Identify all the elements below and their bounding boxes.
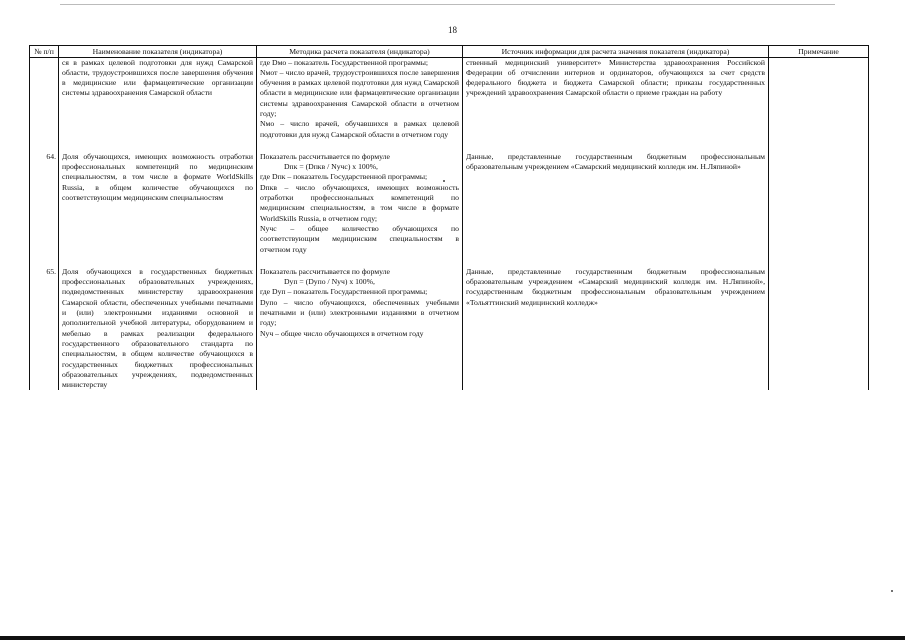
header-source: Источник информации для расчета значения показателя (индикатора): [463, 46, 769, 58]
method-line: Dупо – число обучающихся, обеспеченных учебными печатными и (или) электронными изданиями в отчетном году;: [260, 297, 459, 328]
method-line: Nучс – общее количество обучающихся по соответствующим медицинским специальностям в отчетном году: [260, 223, 459, 254]
indicator-name: Доля обучающихся, имеющих возможность отработки профессиональных компетенций по медицинским специальностям, в том числе в формате WorldSkills Russia, в общем количестве обучающихся по соответствующим медицинским специальностям: [59, 152, 257, 255]
source-cell: ственный медицинский университет» Министерства здравоохранения Российской Федерации об отчислении интернов и ординаторов, обучающихся за счет средств федерального бюджета и бюджета Самарской области; приказы государственных учреждений здравоохранения Самарской области о приеме граждан на работу: [463, 57, 769, 140]
scan-bottom-edge: [0, 636, 905, 640]
row-num: 64.: [30, 152, 59, 255]
method-line: где Dмо – показатель Государственной программы;: [260, 57, 428, 67]
method-line: где Dуп – показатель Государственной программы;: [260, 287, 428, 297]
header-note: Примечание: [769, 46, 869, 58]
header-method: Методика расчета показателя (индикатора): [257, 46, 463, 58]
row-spacer: [30, 140, 869, 152]
method-line: Nмот – число врачей, трудоустроившихся после завершения обучения в рамках целевой подготовки для нужд Самарской области в медицинские или фармацевтические организации системы здравоохранения Самарской области в отчетном году;: [260, 67, 459, 118]
formula: Dуп = (Dупо / Nуч) x 100%,: [284, 277, 375, 287]
method-cell: [257, 57, 463, 140]
note-cell: [769, 267, 869, 391]
table-row: [30, 267, 869, 391]
indicator-name: ся в рамках целевой подготовки для нужд Самарской области, трудоустроившихся после завершения обучения в медицинские или фармацевтические организации системы здравоохранения Самарской области: [59, 57, 257, 140]
top-rule: [60, 4, 835, 5]
page-number: 18: [448, 25, 457, 35]
method-line: Показатель рассчитывается по формуле: [260, 151, 390, 161]
scan-speck: [443, 180, 445, 182]
header-name: Наименование показателя (индикатора): [59, 46, 257, 58]
method-line: Nмо – число врачей, обучавшихся в рамках целевой подготовки для нужд Самарской области в отчетном году: [260, 119, 459, 139]
formula: Dпк = (Dпкв / Nучс) x 100%,: [284, 162, 378, 172]
note-cell: [769, 152, 869, 255]
method-line: Dпкв – число обучающихся, имеющих возможность отработки профессиональных компетенций по медицинским специальностям, в том числе в формате WorldSkills Russia, в отчетном году;: [260, 182, 459, 223]
method-cell: [257, 152, 463, 255]
indicator-name: Доля обучающихся в государственных бюджетных профессиональных образовательных учреждениях, подведомственных министерству здравоохранения Самарской области, обеспеченных учебными печатными и (или) электронными изданиями основной и дополнительной учебной литературы, оборудованием и мебелью в рамках реализации федерального государственного образовательного стандарта по специальностям, в общем количестве обучающихся в государственных бюджетных профессиональных образовательных учреждениях, подведомственных министерству: [59, 267, 257, 391]
method-line: где Dпк – показатель Государственной программы;: [260, 172, 428, 182]
indicator-table: [29, 45, 869, 390]
source-cell: Данные, представленные государственным бюджетным профессиональным образовательным учреждением «Самарский медицинский колледж им. Н.Ляпиной»: [463, 152, 769, 255]
row-spacer: [30, 255, 869, 267]
method-line: Nуч – общее число обучающихся в отчетном году: [260, 328, 424, 338]
table-row: [30, 57, 869, 140]
source-cell: Данные, представленные государственным бюджетным профессиональным образовательным учреждением «Самарский медицинский колледж им. Н.Ляпиной», государственным бюджетным профессиональным образовательным учреждением «Тольяттинский медицинский колледж»: [463, 267, 769, 391]
table-row: [30, 152, 869, 255]
method-line: Показатель рассчитывается по формуле: [260, 266, 390, 276]
method-cell: [257, 267, 463, 391]
row-num: [30, 57, 59, 140]
scan-speck: [891, 590, 893, 592]
note-cell: [769, 57, 869, 140]
table-header-row: [30, 46, 869, 58]
row-num: 65.: [30, 267, 59, 391]
header-num: № п/п: [30, 46, 59, 58]
